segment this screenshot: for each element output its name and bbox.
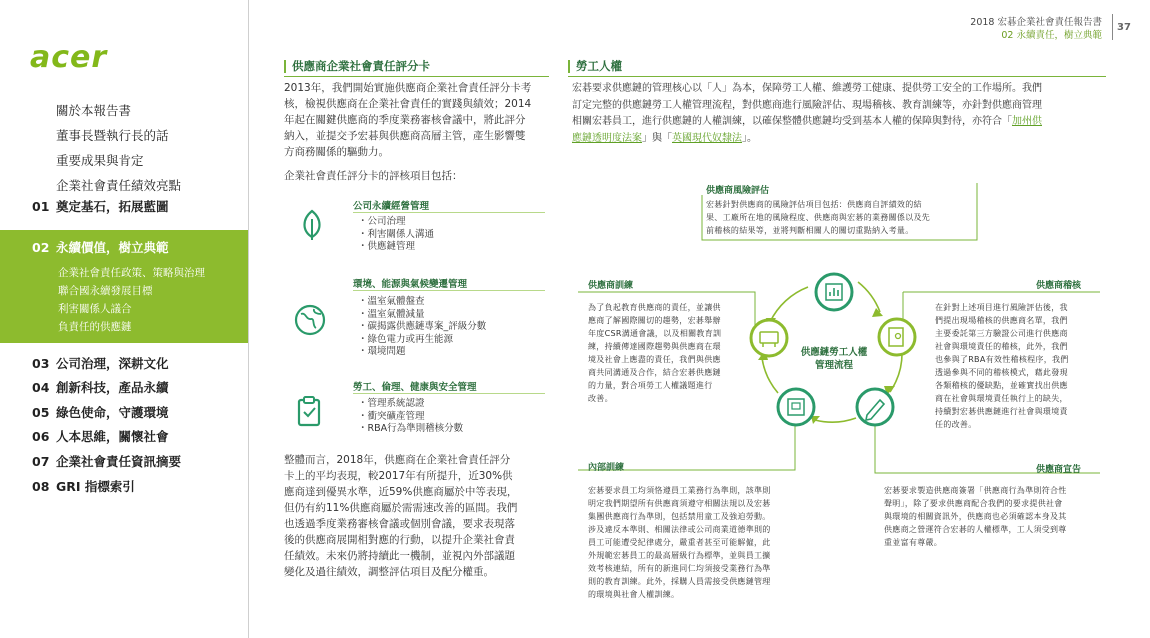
diag-line: 重並富有尊嚴。 xyxy=(884,538,943,547)
summary-line: 也透過季度業務審核會議或個別會議，要求表現落 xyxy=(284,518,515,530)
diag-line: 透過參與不同的稽核模式，藉此發現 xyxy=(935,368,1068,377)
intro-line: 核，檢視供應商在企業社會責任的實踐與績效；2014 xyxy=(284,98,532,110)
chapter-label: 公司治理，深耕文化 xyxy=(56,356,169,371)
risk-assessment-title: 供應商風險評估 xyxy=(706,186,770,196)
diag-line: 各類稽核的優缺點，並確實找出供應 xyxy=(935,381,1068,390)
diag-line: 年度CSR溝通會議，以及相關教育訓 xyxy=(588,329,722,338)
category-title: 環境、能源與氣候變遷管理 xyxy=(353,279,468,290)
scorecard-items-intro: 企業社會責任評分卡的評核項目包括： xyxy=(284,170,463,182)
chapter-label: 永續價值，樹立典範 xyxy=(56,240,169,255)
nav-about-report[interactable]: 關於本報告書 xyxy=(56,103,132,118)
intro-line: 2013年，我們開始實施供應商企業社會責任評分卡考 xyxy=(284,82,532,94)
report-title: 2018 宏碁企業社會責任報告書 xyxy=(970,17,1102,28)
chapter-number: 04 xyxy=(32,380,50,395)
diag-line: 宏碁要求員工均須恪遵員工業務行為準則，該準則 xyxy=(588,486,771,495)
diag-line: 則的教育訓練。此外，採購人員需接受供應鏈管理 xyxy=(588,577,771,586)
category-item: ・ 溫室氣體盤查 xyxy=(358,296,486,309)
diag-line: 商在社會與環境責任執行上的缺失， xyxy=(935,394,1068,403)
internal-training-text xyxy=(588,484,798,601)
diag-line: 外規範宏碁員工的最高層級行為標準，並與員工擴 xyxy=(588,551,771,560)
intro-line: 納入，並提交予宏碁與供應商高層主管，產生影響雙 xyxy=(284,130,526,142)
page-number: 37 xyxy=(1117,22,1131,33)
california-act-link-cont[interactable]: 應鏈透明度法案 xyxy=(572,132,642,144)
nav-achievements[interactable]: 重要成果與肯定 xyxy=(56,153,144,168)
labor-title: 勞工人權 xyxy=(568,60,622,73)
diag-line: 集團供應商行為準則，包括禁用童工及強迫勞動。 xyxy=(588,512,771,521)
diag-line: 也參與了RBA有效性稽核程序，我們 xyxy=(935,355,1069,364)
nav-sub-csr-policy[interactable]: 企業社會責任政策、策略與治理 xyxy=(58,267,205,279)
diag-line: 宏碁針對供應商的風險評估項目包括：供應商自評績效的結 xyxy=(706,200,922,209)
diag-line: 員工可能遭受紀律處分，嚴重者甚至可能解僱，此 xyxy=(588,538,771,547)
chapter-number: 01 xyxy=(32,199,50,214)
chapter-number: 03 xyxy=(32,356,50,371)
diag-line: 持續對宏碁供應鏈進行社會與環境責 xyxy=(935,407,1068,416)
internal-training-node xyxy=(778,389,814,425)
diag-line: 主要委託第三方驗證公司進行供應商 xyxy=(935,329,1068,338)
labor-end: 」。 xyxy=(742,132,757,144)
supplier-training-node xyxy=(751,320,787,356)
center-label-line: 管理流程 xyxy=(814,360,853,371)
diag-line: 改善。 xyxy=(588,394,613,403)
intro-line: 方商務關係的驅動力。 xyxy=(284,146,389,158)
diag-line: 前稽核的結果等，並將判斷相關人的關切重點納入考量。 xyxy=(706,226,914,235)
chapter-label: 人本思維，關懷社會 xyxy=(56,429,169,444)
supplier-declaration-text xyxy=(884,484,1094,549)
nav-sub-sdgs[interactable]: 聯合國永續發展目標 xyxy=(58,285,153,297)
diag-line: 們提出現場稽核的供應商名單，我們 xyxy=(935,316,1068,325)
diag-line: 聲明」，除了要求供應商配合我們的要求提供社會 xyxy=(884,499,1063,508)
chapter-number: 05 xyxy=(32,405,50,420)
diag-line: 社會與環境責任的稽核，此外，我們 xyxy=(935,342,1068,351)
california-act-link[interactable]: 加州供 xyxy=(1012,116,1042,127)
process-center-label xyxy=(790,346,878,372)
diag-line: 效考核連結，所有的新進同仁均須接受業務行為準 xyxy=(588,564,771,573)
supplier-training-text xyxy=(588,301,743,405)
diag-line: 任的改善。 xyxy=(935,420,977,429)
chapter-label: 綠色使命，守護環境 xyxy=(56,405,169,420)
nav-chairman-message[interactable]: 董事長暨執行長的話 xyxy=(56,128,169,143)
diag-line: 供應商之營運符合宏碁的人權標準，工人須受到尊 xyxy=(884,525,1067,534)
intro-line: 年起在關鍵供應商的季度業務審核會議中，將此評分 xyxy=(284,114,526,126)
diag-line: 明定我們期望所有供應商須遵守相關法規以及宏碁 xyxy=(588,499,771,508)
category-title: 勞工、倫理、健康與安全管理 xyxy=(353,382,477,393)
nav-sub-supply-chain[interactable]: 負責任的供應鏈 xyxy=(58,321,132,333)
chapter-number: 07 xyxy=(32,454,50,469)
acer-logo[interactable]: acer xyxy=(30,40,108,75)
diag-line: 與環境的相關資訊外，供應商也必須確認本身及其 xyxy=(884,512,1067,521)
summary-line: 但仍有約11%供應商屬於需需速改善的區間。我們 xyxy=(284,502,518,514)
category-item: ・ 利害關係人溝通 xyxy=(358,229,434,242)
labor-line-text: 相關宏碁員工，進行供應鏈的人權訓練，以確保整體供應鏈均受到基本人權的保障與對待，亦符合「 xyxy=(572,116,1012,127)
scorecard-title: 供應商企業社會責任評分卡 xyxy=(284,60,430,73)
category-item: ・ 碳揭露供應鏈專案_評級分數 xyxy=(358,321,486,334)
labor-line: 宏碁要求供應鏈的管理核心以「人」為本，保障勞工人權、維護勞工健康、提供勞工安全的工作場所。我們 xyxy=(572,83,1042,94)
diag-line: 果、工廠所在地的風險程度、供應商與宏碁的業務關係以及先 xyxy=(706,213,931,222)
risk-assessment-text xyxy=(706,198,976,237)
category-item: ・ 供應鏈管理 xyxy=(358,241,434,254)
labor-conj: 」與「 xyxy=(642,132,672,144)
chapter-number: 08 xyxy=(32,479,50,494)
category-item: ・ 管理系統認證 xyxy=(358,398,463,411)
category-item: ・ 公司治理 xyxy=(358,216,434,229)
chapter-label: GRI 指標索引 xyxy=(56,479,135,494)
nav-csr-highlights[interactable]: 企業社會責任績效亮點 xyxy=(56,178,182,193)
category-item: ・ 溫室氣體減量 xyxy=(358,309,486,322)
diag-line: 境及社會上應盡的責任，我們與供應 xyxy=(588,355,721,364)
diag-line: 商共同溝通及合作，結合宏碁供應鏈 xyxy=(588,368,721,377)
category-item: ・ 綠色電力或再生能源 xyxy=(358,334,486,347)
supplier-declaration-title: 供應商宣告 xyxy=(1036,465,1082,475)
uk-slavery-act-link[interactable]: 英國現代奴隸法 xyxy=(672,132,742,144)
diag-line: 在針對上述項目進行風險評估後，我 xyxy=(935,303,1068,312)
chapter-label: 奠定基石，拓展藍圖 xyxy=(56,199,169,214)
category-item: ・ 環境問題 xyxy=(358,346,486,359)
chapter-title: 02 永續責任，樹立典範 xyxy=(1001,30,1102,41)
category-item: ・ 衝突礦產管理 xyxy=(358,411,463,424)
internal-training-title: 內部訓練 xyxy=(588,463,625,473)
risk-assessment-node xyxy=(816,274,852,310)
summary-line: 後的供應商展開相對應的行動，以提升企業社會責 xyxy=(284,534,515,546)
category-item: ・ RBA行為準則稽核分數 xyxy=(358,423,463,436)
supplier-audit-title: 供應商稽核 xyxy=(1036,281,1082,291)
declaration-node xyxy=(857,389,893,425)
center-label-line: 供應鏈勞工人權 xyxy=(800,347,868,358)
diag-line: 練，持續傳達國際趨勢與供應商在環 xyxy=(588,342,721,351)
supplier-audit-text xyxy=(935,301,1100,431)
summary-line: 應商達到優異水準，近59%供應商屬於中等表現， xyxy=(284,486,518,498)
diag-line: 的力量，對合項勞工人權議題進行 xyxy=(588,381,713,390)
diag-line: 應商了解國際關切的趨勢，宏碁舉辦 xyxy=(588,316,721,325)
summary-line: 變化及過往績效，調整評估項目及配分權重。 xyxy=(284,566,494,578)
category-title: 公司永續經營管理 xyxy=(353,201,430,212)
labor-line: 訂定完整的供應鏈勞工人權管理流程，對供應商進行風險評估、現場稽核、教育訓練等，亦針對供應商管理 xyxy=(572,99,1042,111)
diag-line: 為了負起教育供應商的責任，並讓供 xyxy=(588,303,721,312)
audit-node xyxy=(879,319,915,355)
diag-line: 宏碁要求製造供應商簽署「供應商行為準則符合性 xyxy=(884,486,1067,495)
diag-line: 的環境與社會人權訓練。 xyxy=(588,590,680,599)
supplier-training-title: 供應商訓練 xyxy=(588,281,634,291)
summary-line: 任績效。未來仍將持續此一機制，並視內外部議題 xyxy=(284,550,515,562)
chapter-label: 企業社會責任資訊摘要 xyxy=(56,454,182,469)
diag-line: 涉及違反本準則、相關法律或公司商業道德準則的 xyxy=(588,525,771,534)
chapter-number: 06 xyxy=(32,429,50,444)
summary-line: 卡上的平均表現，較2017年有所提升，近30%供 xyxy=(284,470,513,482)
summary-line: 整體而言，2018年，供應商在企業社會責任評分 xyxy=(284,454,511,466)
nav-sub-stakeholders[interactable]: 利害關係人議合 xyxy=(58,303,132,315)
chapter-label: 創新科技，產品永續 xyxy=(56,380,169,395)
chapter-number: 02 xyxy=(32,240,50,255)
